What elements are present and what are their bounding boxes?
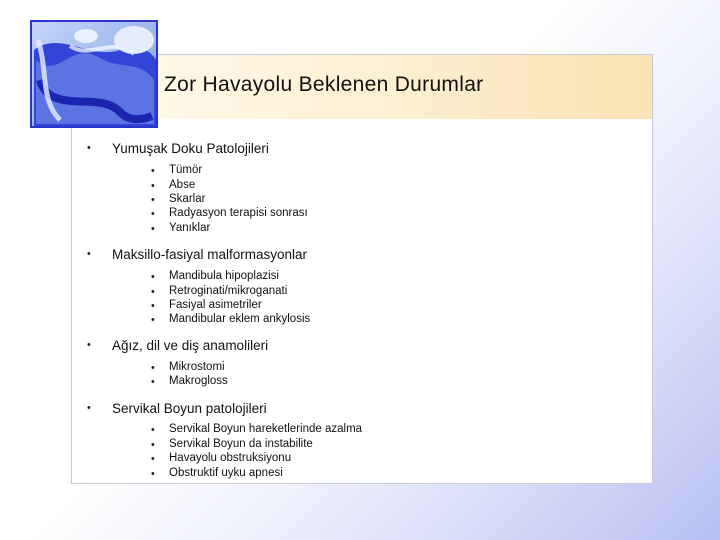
section-heading: Ağız, dil ve diş anamolileri [112, 338, 269, 353]
slide-body [72, 55, 652, 483]
list-item-bullet: • [151, 362, 155, 374]
list-item: Servikal Boyun hareketlerinde azalma [169, 423, 363, 435]
section-heading: Yumuşak Doku Patolojileri [112, 141, 269, 156]
list-item: Makrogloss [169, 375, 228, 387]
section-heading: Servikal Boyun patolojileri [112, 401, 267, 416]
list-item-bullet: • [151, 180, 155, 192]
logo-image [30, 20, 158, 128]
section-bullet: • [87, 402, 91, 414]
list-item: Mandibular eklem ankylosis [169, 313, 311, 325]
list-item: Havayolu obstruksiyonu [169, 452, 292, 464]
section-heading: Maksillo-fasiyal malformasyonlar [112, 247, 308, 262]
list-item: Servikal Boyun da instabilite [169, 438, 313, 450]
list-item: Abse [169, 179, 196, 191]
section-bullet: • [87, 142, 91, 154]
list-item-bullet: • [151, 424, 155, 436]
list-item: Tümör [169, 164, 203, 176]
list-item-bullet: • [151, 223, 155, 235]
list-item: Retroginati/mikroganati [169, 285, 288, 297]
list-item-bullet: • [151, 314, 155, 326]
list-item-bullet: • [151, 439, 155, 451]
list-item-bullet: • [151, 208, 155, 220]
list-item: Radyasyon terapisi sonrası [169, 207, 308, 219]
slide-title: Zor Havayolu Beklenen Durumlar [164, 73, 484, 96]
list-item: Yanıklar [169, 222, 211, 234]
list-item-bullet: • [151, 376, 155, 388]
list-item: Obstruktif uyku apnesi [169, 467, 283, 479]
list-item-bullet: • [151, 468, 155, 480]
list-item: Mandibula hipoplazisi [169, 270, 279, 282]
list-item: Mikrostomi [169, 361, 225, 373]
list-item-bullet: • [151, 300, 155, 312]
section-bullet: • [87, 248, 91, 260]
list-item-bullet: • [151, 453, 155, 465]
list-item-bullet: • [151, 165, 155, 177]
list-item-bullet: • [151, 194, 155, 206]
list-item-bullet: • [151, 286, 155, 298]
list-item: Fasiyal asimetriler [169, 299, 262, 311]
section-bullet: • [87, 339, 91, 351]
slide-frame [71, 54, 653, 484]
list-item-bullet: • [151, 271, 155, 283]
list-item: Skarlar [169, 193, 206, 205]
